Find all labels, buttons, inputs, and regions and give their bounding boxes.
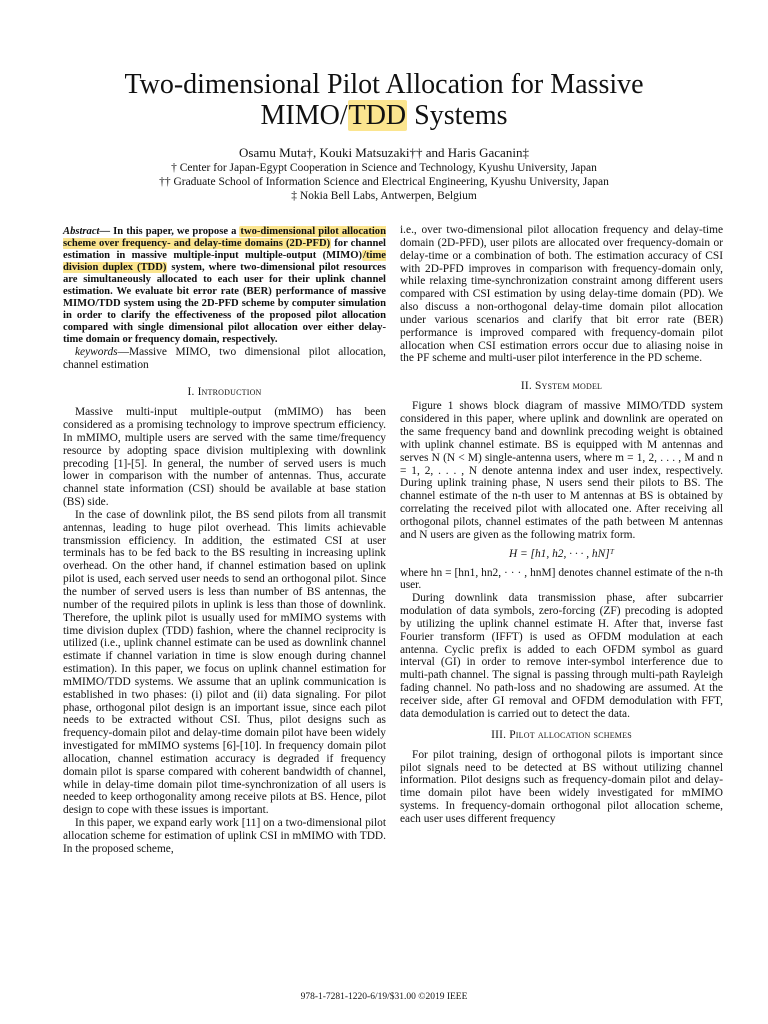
paper-title (40, 69, 728, 131)
section-title: Introduction (197, 386, 262, 399)
title-line-2-prefix: MIMO/ (260, 100, 348, 131)
system-paragraph-1: Figure 1 shows block diagram of massive MIMO/TDD system considered in this paper, where uplink and downlink are operated on the same frequency band and downlink precoding weight is obtained with uplink channel estimate. BS is equipped with M antennas and serves N (N < M) single-antenna users, where m = 1, 2, . . . , M and n = 1, 2, . . . , N denote antenna index and user index, respectively. During uplink training phase, N users send their pilots to BS. The channel estimate of the n-th user to M antennas at BS is obtained by correlating the received pilot with allocated one. After receiving all orthogonal pilots, channel estimates of the path between M antennas and N users are given as the following matrix form. (400, 400, 723, 541)
abstract-highlight-2: /time division duplex (TDD) (63, 250, 386, 274)
intro-continued-paragraph: i.e., over two-dimensional pilot allocation frequency and delay-time domain (2D-PFD), user pilots are allocated over frequency-domain or delay-time or a combination of both. The estimation accuracy of CSI with 2D-PFD improves in comparison with frequency-domain only, while relaxing time-synchronization constraint among different users compared with CSI estimation by using delay-time domain (PD). We also discuss a non-orthogonal delay-time domain pilot allocation under various scenarios and clarify that bit error rate (BER) performance is improved compared with frequency-domain pilot allocation when CSI estimation errors occur due to aliasing noise in the PF scheme and multi-user pilot interference in the PD scheme. (400, 224, 723, 365)
keywords (63, 346, 386, 372)
intro-paragraph-3: In this paper, we expand early work [11] on a two-dimensional pilot allocation scheme for estimation of uplink CSI in mMIMO with TDD. In the proposed scheme, (63, 817, 386, 855)
affiliation-3: ‡ Nokia Bell Labs, Antwerpen, Belgium (291, 190, 477, 202)
title-highlight: TDD (348, 100, 407, 131)
intro-paragraph-2: In the case of downlink pilot, the BS send pilots from all transmit antennas, leading to huge pilot overhead. This limits achievable transmission efficiency. In addition, the estimated CSI at user terminals has to be fed back to the BS resulting in increasing uplink overhead. On the other hand, if channel estimation based on uplink pilot is used, each served user needs to send an orthogonal pilot. Since the number of served users is less than number of BS antennas, the number of the required pilots in uplink is less than those of downlink. Therefore, the uplink pilot is usually used for mMIMO systems with time division duplex (TDD) fashion, where the channel reciprocity is utilized (i.e., uplink channel estimate can be used as downlink channel estimate if channel variation in time is slow enough during channel estimation). In this paper, we focus on uplink channel estimation for mMIMO/TDD systems. We assume that an uplink communication is established in two phases: (i) pilot and (ii) data signaling. For pilot phase, orthogonal pilot design is an important issue, since each pilot needs to be extracted without CSI. Thus, pilot designs such as frequency-domain pilot and delay-time domain pilot have been widely investigated for mMIMO systems [6]-[10]. In frequency domain pilot allocation, channel estimation accuracy is degraded if frequency domain pilot is sparse compared with coherent bandwidth of channel, while in delay-time domain pilot time-synchronization of all users is needed to keep orthogonality among receive pilots at BS. Hence, pilot design to cope with these issues is important. (63, 508, 386, 817)
pilot-paragraph-1: For pilot training, design of orthogonal pilots is important since pilot signals need to be detected at BS without utilizing channel information. Pilot designs such as frequency-domain pilot and delay-time domain pilot have been widely investigated for mMIMO systems. In frequency-domain orthogonal pilot allocation scheme, each user uses different frequency (400, 748, 723, 825)
abstract-highlight-1: two-dimensional pilot allocation scheme over frequency- and delay-time domains (2D-PFD) (63, 226, 386, 250)
section-heading-system-model (400, 380, 723, 393)
section-number: II. (520, 380, 532, 393)
abstract-label: Abstract— (63, 226, 111, 237)
abstract-text-1: In this paper, we propose a (110, 226, 240, 237)
section-number: III. (491, 728, 507, 741)
system-paragraph-3: During downlink data transmission phase, after subcarrier modulation of data symbols, zero-forcing (ZF) precoding is adopted by utilizing the uplink channel estimate H. After that, inverse fast Fourier transform (IFFT) is used as OFDM modulation at each antenna. Cyclic prefix is added to each OFDM symbol as guard interval (GI) in order to remove inter-symbol interference due to multi-path channel. The signal is passing through multi-path Rayleigh fading channel. No path-loss and no shadowing are assumed. At the receiver side, after GI removal and OFDM demodulation with FFT, data demodulation is carried out to detect the data. (400, 592, 723, 720)
keywords-label: keywords (75, 346, 118, 359)
title-line-2-suffix: Systems (407, 100, 508, 131)
abstract (63, 226, 386, 346)
copyright-footer: 978-1-7281-1220-6/19/$31.00 ©2019 IEEE (300, 992, 468, 1002)
abstract-text-2: for channel estimation in massive multiple-input multiple-output (MIMO) (63, 238, 386, 262)
affiliation-2: †† Graduate School of Information Science and Electrical Engineering, Kyushu University, Japan (159, 176, 609, 188)
system-paragraph-2: where hn = [hn1, hn2, · · · , hnM] denotes channel estimate of the n-th user. (400, 566, 723, 592)
section-number: I. (187, 386, 195, 399)
right-column (400, 224, 723, 826)
intro-paragraph-1: Massive multi-input multiple-output (mMIMO) has been considered as a promising technology to improve spectrum efficiency. In mMIMO, multiple users are served with the same time/frequency resource by adopting space division multiplexing with downlink precoding [1]-[5]. In general, the number of served users is much lower in comparison with the number of antennas. Thus, accurate channel state information (CSI) should be available at base station (BS) side. (63, 406, 386, 509)
section-heading-introduction (63, 386, 386, 399)
channel-matrix-equation: H = [h1, h2, · · · , hN]ᵀ (508, 547, 615, 560)
author-list: Osamu Muta†, Kouki Matsuzaki†† and Haris Gacanin‡ (239, 145, 529, 160)
title-line-1: Two-dimensional Pilot Allocation for Massive (124, 69, 644, 100)
section-heading-pilot-allocation (400, 729, 723, 742)
left-column (63, 226, 386, 856)
section-title: System model (534, 380, 603, 393)
section-title: Pilot allocation schemes (509, 728, 632, 741)
affiliation-1: † Center for Japan-Egypt Cooperation in Science and Technology, Kyushu University, Japan (171, 162, 597, 174)
abstract-text-3: system, where two-dimensional pilot resources are simultaneously allocated to each user for their uplink channel estimation. We evaluate bit error rate (BER) performance of massive MIMO/TDD system using the 2D-PFD scheme by computer simulation in order to clarify the effectiveness of the proposed pilot allocation compared with single dimensional pilot allocation over either delay-time domain or frequency domain, respectively. (63, 262, 386, 346)
keywords-text: —Massive MIMO, two dimensional pilot allocation, channel estimation (63, 346, 386, 372)
